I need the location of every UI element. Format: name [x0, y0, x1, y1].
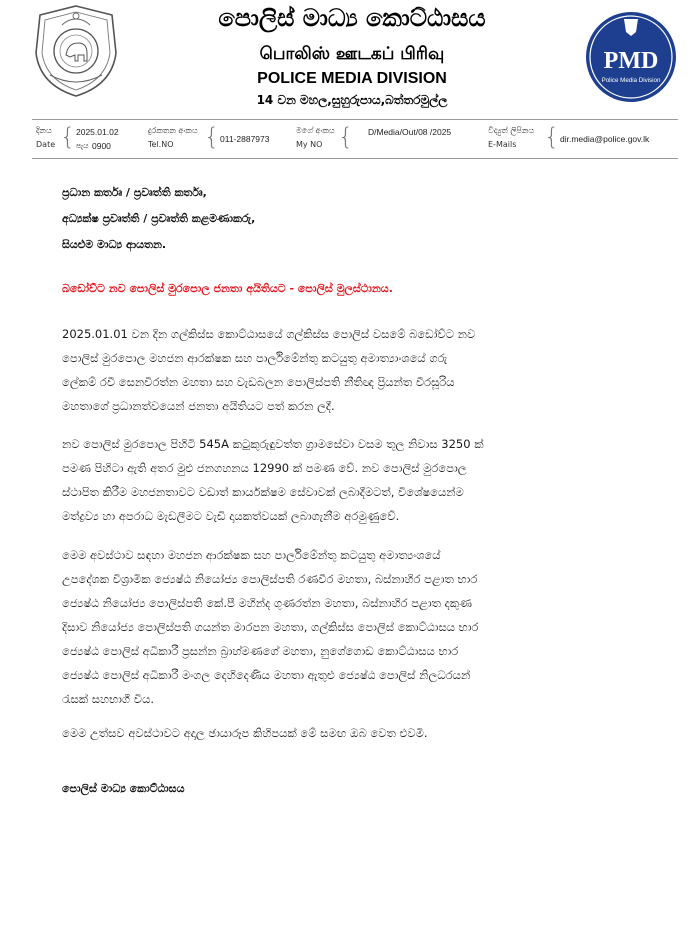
tel-label: දුරකතන අංකය Tel.NO — [148, 126, 198, 149]
pmd-logo-subtext: Police Media Division — [601, 77, 661, 84]
subject-line: බඩෝව්ට නව පොලිස් මුරපොල ජනතා අයිතියට - පොලිස් මුලස්ථානය. — [62, 282, 393, 295]
office-address: 14 වන මහල,සුහුරුපාය,බත්තරමුල්ල — [256, 93, 448, 107]
police-crest-seal-icon — [32, 3, 120, 99]
pmd-badge-icon — [584, 10, 678, 104]
email-value: dir.media@police.gov.lk — [560, 134, 650, 144]
pmd-logo-text: PMD — [603, 48, 659, 74]
time-label: පැය — [76, 141, 89, 150]
body-paragraph — [62, 543, 638, 711]
paragraph-line: මත්ද්‍රව්‍ය හා අපරාධ මැඩලීමට වැඩි දායකත්වයක් ලබාගැනීම අරමුණුවේ. — [62, 509, 400, 523]
office-name-tamil: பொலிஸ் ஊடகப் பிரிவு — [259, 44, 445, 64]
email-label: විද්‍යුත් ලිපිනය E-Mails — [488, 126, 535, 149]
date-value: 2025.01.02 — [76, 127, 119, 137]
office-name-sinhala: පොලිස් මාධ්‍ය කොට්ඨාසය — [218, 4, 486, 32]
paragraph-line: ලේකම් රවී සෙනවිරත්න මහතා සහ වැඩබලන පොලිස්පති නීතිඥ ප්‍රියන්ත වීරසූරිය — [62, 375, 455, 389]
body-paragraph — [62, 721, 638, 745]
paragraph-line: මෙම උත්සව අවස්ථාවට අදාල ඡායාරූප කිහිපයක් මේ සමඟ ඔබ වෙත එවමි. — [62, 726, 428, 740]
paragraph-line: දිසාව නියෝජ්‍ය පොලිස්පති ගයන්ත මාරපන මහතා, ගල්කිස්ස පොලිස් කොට්ඨාසය භාර — [62, 620, 479, 634]
paragraph-line: 2025.01.01 වන දින ගල්කිස්ස කොට්ඨාසයේ ගල්කිස්ස පොලිස් වසමේ බඩෝව්ට නව — [62, 327, 476, 341]
time-value: 0900 — [92, 141, 111, 151]
brace-divider: { — [60, 123, 76, 151]
paragraph-line: නව පොලිස් මුරපොල පිහිටි 545A කටුකුරුඳුවත්ත ග්‍රාමසේවා වසම තුල නිවාස 3250 ක් — [62, 437, 484, 451]
brace-divider: { — [544, 123, 560, 151]
paragraph-line: උපදේශක විශ්‍රාමික ජ්‍යෙෂ්ඨ නියෝජ්‍ය පොලිස්පති රණවීර මහතා, බස්නාහිර පළාත භාර — [62, 572, 478, 586]
addressee-line: සියළුම මාධ්‍ය ආයතන. — [62, 238, 167, 251]
date-label: දිනය Date — [36, 126, 56, 149]
paragraph-line: මහතාගේ ප්‍රධානත්වයෙන් ජනතා අයිතියට පත් කරන ලදී. — [62, 399, 335, 413]
paragraph-line: රැසක් සහභාගී විය. — [62, 692, 154, 706]
paragraph-line: පමණ පිහිටා ඇති අතර මුළු ජනගහනය 12990 ක් පමණ වේ. නව පොලිස් මුරපොල — [62, 461, 467, 475]
paragraph-line: මෙම අවස්ථාව සඳහා මහජන ආරක්ෂක සහ පාර්ලිමේන්තු කටයුතු අමාත්‍යංශයේ — [62, 548, 441, 562]
my-number-value: D/Media/Out/08 /2025 — [368, 127, 452, 137]
paragraph-line: පොලිස් මුරපොල මහජන ආරක්ෂක සහ පාර්ලිමේන්තු කටයුතු අමාත්‍යාංශයේ ගරු — [62, 351, 448, 365]
addressee-line: අධ්‍යක්ෂ ප්‍රවෘත්ති / ප්‍රවෘත්ති කළමණාකරු, — [62, 212, 256, 225]
brace-divider: { — [338, 123, 354, 151]
paragraph-line: ජ්‍යෙෂ්ඨ නියෝජ්‍ය පොලිස්පති කේ.පී මහින්ද ගුණරත්න මහතා, බස්නාහිර පළාත දකුණ — [62, 596, 472, 610]
brace-divider: { — [204, 123, 220, 151]
body-paragraph — [62, 432, 638, 528]
tel-value: 011-2887973 — [220, 134, 270, 144]
my-number-label: මගේ අංකය My NO — [296, 126, 335, 149]
reference-info-strip — [32, 119, 678, 159]
paragraph-line: ජ්‍යෙෂ්ඨ පොලිස් අධිකාරී මංගල දෙහිදෙණිය මහතා ඇතුළු ජ්‍යෙෂ්ඨ පොලිස් නිලධරයන් — [62, 668, 471, 682]
signature-block: පොලිස් මාධ්‍ය කොට්ඨාසය — [62, 782, 185, 795]
paragraph-line: ස්ථාපිත කිරීම මහජනතාවට වඩාත් කාර්යක්ෂම සේවාවක් ලබාදීමටත්, විශේෂයෙන්ම — [62, 485, 464, 499]
paragraph-line: ජ්‍යෙෂ්ඨ පොලිස් අධිකාරී ප්‍රසන්න බ්‍රාහ්මණගේ මහතා, නුගේගොඩ කොට්ඨාසය භාර — [62, 644, 459, 658]
office-name-english: POLICE MEDIA DIVISION — [257, 70, 447, 87]
addressee-line: ප්‍රධාන කර්තෘ / ප්‍රවෘත්ති කර්තෘ, — [62, 186, 207, 199]
body-paragraph — [62, 322, 638, 418]
